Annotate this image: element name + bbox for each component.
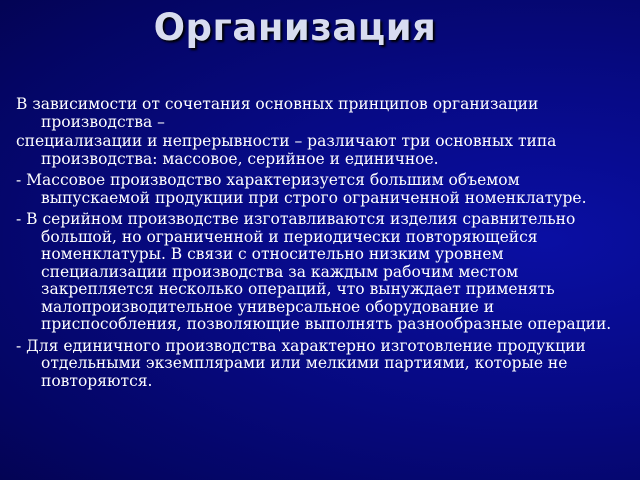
paragraph-serial: - В серийном производстве изготавливаются изделия сравнительно большой, но ограниченной и периодически повторяющейся номенклатуры. В связи с относительно низким уровнем специализации производства за каждым рабочим местом закрепляется несколько операций, что вынуждает применять малопроизводительное универсальное оборудование и приспособления, позволяющие выполнять разнообразные операции. — [16, 210, 612, 333]
paragraph-single: - Для единичного производства характерно изготовление продукции отдельными экземплярами или мелкими партиями, которые не повторяются. — [16, 336, 586, 390]
slide-title: Организация — [153, 6, 437, 49]
paragraph-types: специализации и непрерывности – различают три основных типа производства: массовое, серийное и единичное. — [16, 132, 557, 168]
paragraph-intro: В зависимости от сочетания основных принципов организации производства – — [16, 95, 539, 131]
paragraph-mass: - Массовое производство характеризуется большим объемом выпускаемой продукции при строго ограниченной номенклатуре. — [16, 171, 587, 207]
slide-body — [16, 96, 626, 394]
